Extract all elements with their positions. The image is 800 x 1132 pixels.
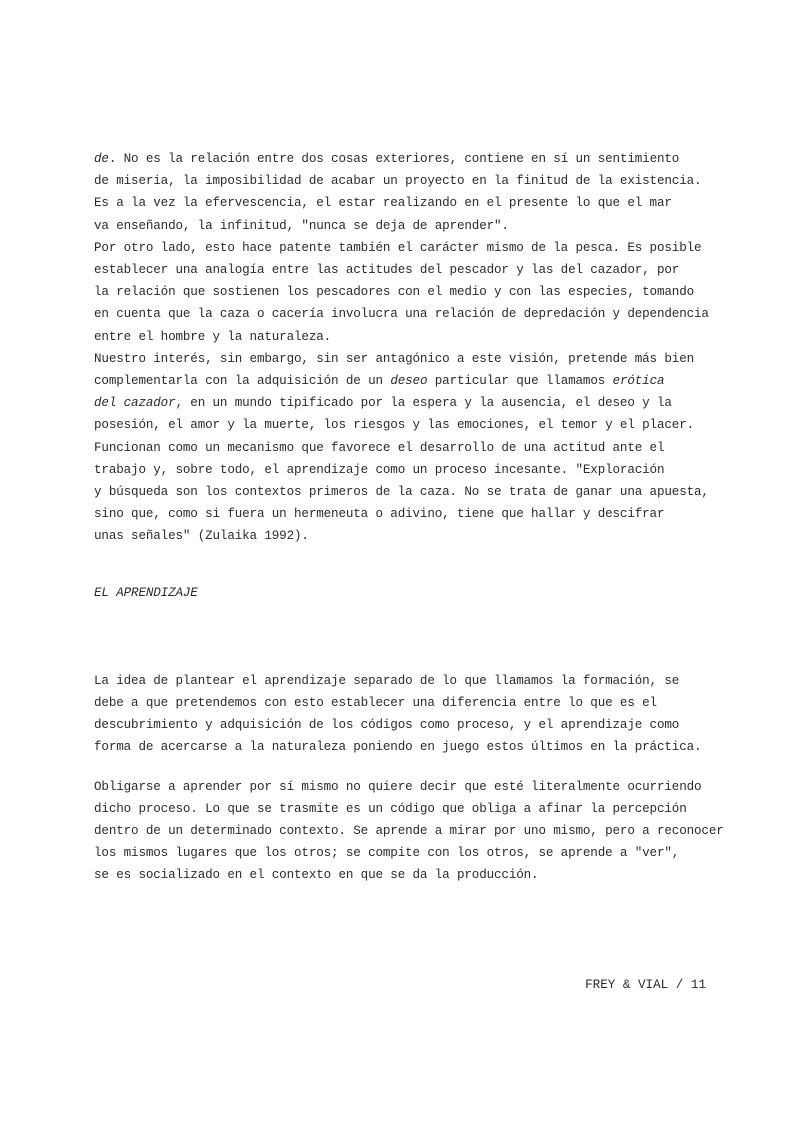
- text-line: Funcionan como un mecanismo que favorece el desarrollo de una actitud ante el: [94, 440, 665, 455]
- text-line: se es socializado en el contexto en que se da la producción.: [94, 868, 539, 883]
- text-line: establecer una analogía entre las actitudes del pescador y las del cazador, por: [94, 263, 680, 278]
- paragraph-3: [94, 348, 710, 548]
- emphasis: erótica: [612, 374, 665, 389]
- document-body: [94, 148, 724, 887]
- text-line: debe a que pretendemos con esto establecer una diferencia entre lo que es el: [94, 696, 657, 711]
- emphasis: deseo: [390, 374, 428, 389]
- text-line: La idea de plantear el aprendizaje separado de lo que llamamos la formación, se: [94, 673, 680, 688]
- text-line: la relación que sostienen los pescadores con el medio y con las especies, tomando: [94, 285, 695, 300]
- paragraph-1: [94, 148, 710, 237]
- text-line: descubrimiento y adquisición de los códigos como proceso, y el aprendizaje como: [94, 718, 680, 733]
- text-line: del cazador, en un mundo tipificado por la espera y la ausencia, el deseo y la: [94, 396, 672, 411]
- text-line: los mismos lugares que los otros; se compite con los otros, se aprende a "ver",: [94, 846, 680, 861]
- text-line: forma de acercarse a la naturaleza poniendo en juego estos últimos en la práctica.: [94, 740, 702, 755]
- text-line: trabajo y, sobre todo, el aprendizaje como un proceso incesante. "Exploración: [94, 462, 665, 477]
- text-line: dicho proceso. Lo que se trasmite es un código que obliga a afinar la percepción: [94, 801, 687, 816]
- text-line: dentro de un determinado contexto. Se aprende a mirar por uno mismo, pero a reconocer: [94, 824, 724, 839]
- text-line: va enseñando, la infinitud, "nunca se deja de aprender".: [94, 218, 509, 233]
- spacer: [94, 759, 710, 776]
- text-line: complementarla con la adquisición de un deseo particular que llamamos erótica: [94, 374, 665, 389]
- spacer: [94, 548, 710, 582]
- page-footer: FREY & VIAL / 11: [585, 978, 706, 992]
- text-line: entre el hombre y la naturaleza.: [94, 329, 332, 344]
- section-heading: EL APRENDIZAJE: [94, 585, 198, 600]
- text-line: Por otro lado, esto hace patente también el carácter mismo de la pesca. Es posible: [94, 240, 702, 255]
- paragraph-4: [94, 670, 710, 759]
- emphasis: de: [94, 152, 109, 166]
- text-line: de. No es la relación entre dos cosas exteriores, contiene en sí un sentimiento: [94, 152, 680, 166]
- text-line: Obligarse a aprender por sí mismo no quiere decir que esté literalmente ocurriendo: [94, 779, 702, 794]
- paragraph-2: [94, 237, 710, 348]
- spacer: [94, 604, 710, 670]
- text-line: y búsqueda son los contextos primeros de la caza. No se trata de ganar una apuesta,: [94, 485, 709, 500]
- text-line: sino que, como si fuera un hermeneuta o adivino, tiene que hallar y descifrar: [94, 507, 665, 522]
- text-line: posesión, el amor y la muerte, los riesgos y las emociones, el temor y el placer.: [94, 418, 695, 433]
- text-line: unas señales" (Zulaika 1992).: [94, 529, 309, 544]
- text-line: Nuestro interés, sin embargo, sin ser antagónico a este visión, pretende más bien: [94, 351, 695, 366]
- emphasis: del cazador: [94, 396, 176, 411]
- text-line: de miseria, la imposibilidad de acabar un proyecto en la finitud de la existencia.: [94, 174, 702, 189]
- paragraph-5: [94, 776, 724, 887]
- text-line: en cuenta que la caza o cacería involucra una relación de depredación y dependencia: [94, 307, 709, 322]
- text-line: Es a la vez la efervescencia, el estar realizando en el presente lo que el mar: [94, 196, 672, 211]
